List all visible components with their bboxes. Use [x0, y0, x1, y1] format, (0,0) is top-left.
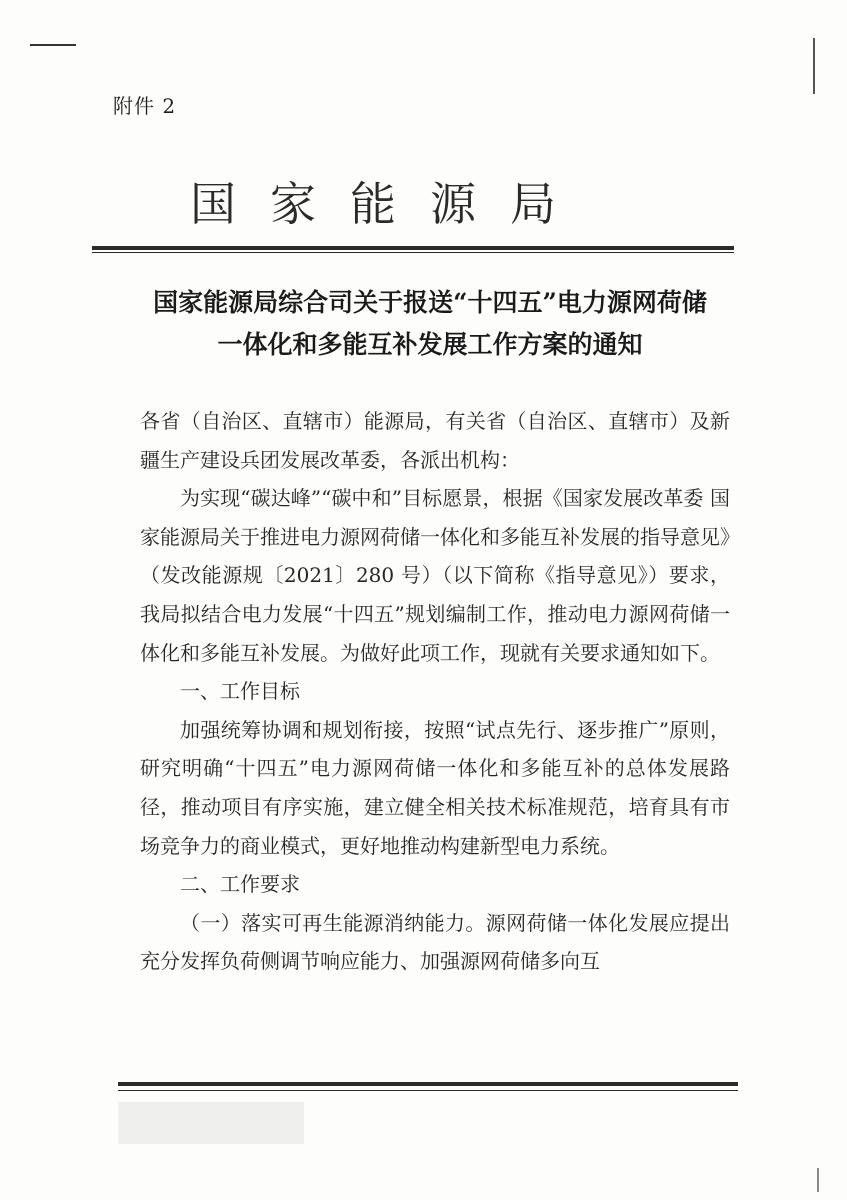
letterhead-rule-thick — [92, 246, 734, 250]
section-paragraph-2: （一）落实可再生能源消纳能力。源网荷储一体化发展应提出充分发挥负荷侧调节响应能力、加强源网荷储多向互 — [140, 910, 730, 974]
title-line-1: 国家能源局综合司关于报送“十四五”电力源网荷储 — [153, 288, 707, 317]
section-paragraph-1: 加强统筹协调和规划衔接，按照“试点先行、逐步推广”原则，研究明确“十四五”电力源网荷储一体化和多能互补的总体发展路径，推动项目有序实施，建立健全相关技术标准规范，培育具有市场竞争力的商业模式，更好地推动构建新型电力系统。 — [140, 717, 730, 858]
section-heading-2: 二、工作要求 — [180, 872, 300, 897]
document-title — [120, 282, 740, 366]
attachment-label: 附件 2 — [113, 94, 177, 118]
letterhead-rule-thin — [92, 252, 734, 253]
intro-paragraph: 为实现“碳达峰”“碳中和”目标愿景，根据《国家发展改革委 国家能源局关于推进电力源网荷储一体化和多能互补发展的指导意见》（发改能源规〔2021〕280 号）（以下简称《指导意见》）要求，我局拟结合电力发展“十四五”规划编制工作，推动电力源网荷储一体化和多能互补发展。为做好此项工作，现就有关要求通知如下。 — [140, 486, 730, 665]
scan-artifact-dash — [30, 44, 76, 46]
agency-letterhead: 国家能源局 — [190, 177, 590, 231]
footer-rule-thin — [118, 1090, 738, 1091]
scan-artifact-line — [813, 38, 815, 94]
addressee: 各省（自治区、直辖市）能源局，有关省（自治区、直辖市）及新疆生产建设兵团发展改革委，各派出机构： — [140, 409, 730, 472]
title-line-2: 一体化和多能互补发展工作方案的通知 — [217, 330, 643, 359]
document-body — [140, 402, 730, 981]
scan-artifact-line-bottom — [817, 1168, 819, 1192]
section-heading-1: 一、工作目标 — [180, 679, 300, 704]
footer-rule-thick — [118, 1082, 738, 1086]
scan-artifact-smudge — [118, 1102, 304, 1144]
